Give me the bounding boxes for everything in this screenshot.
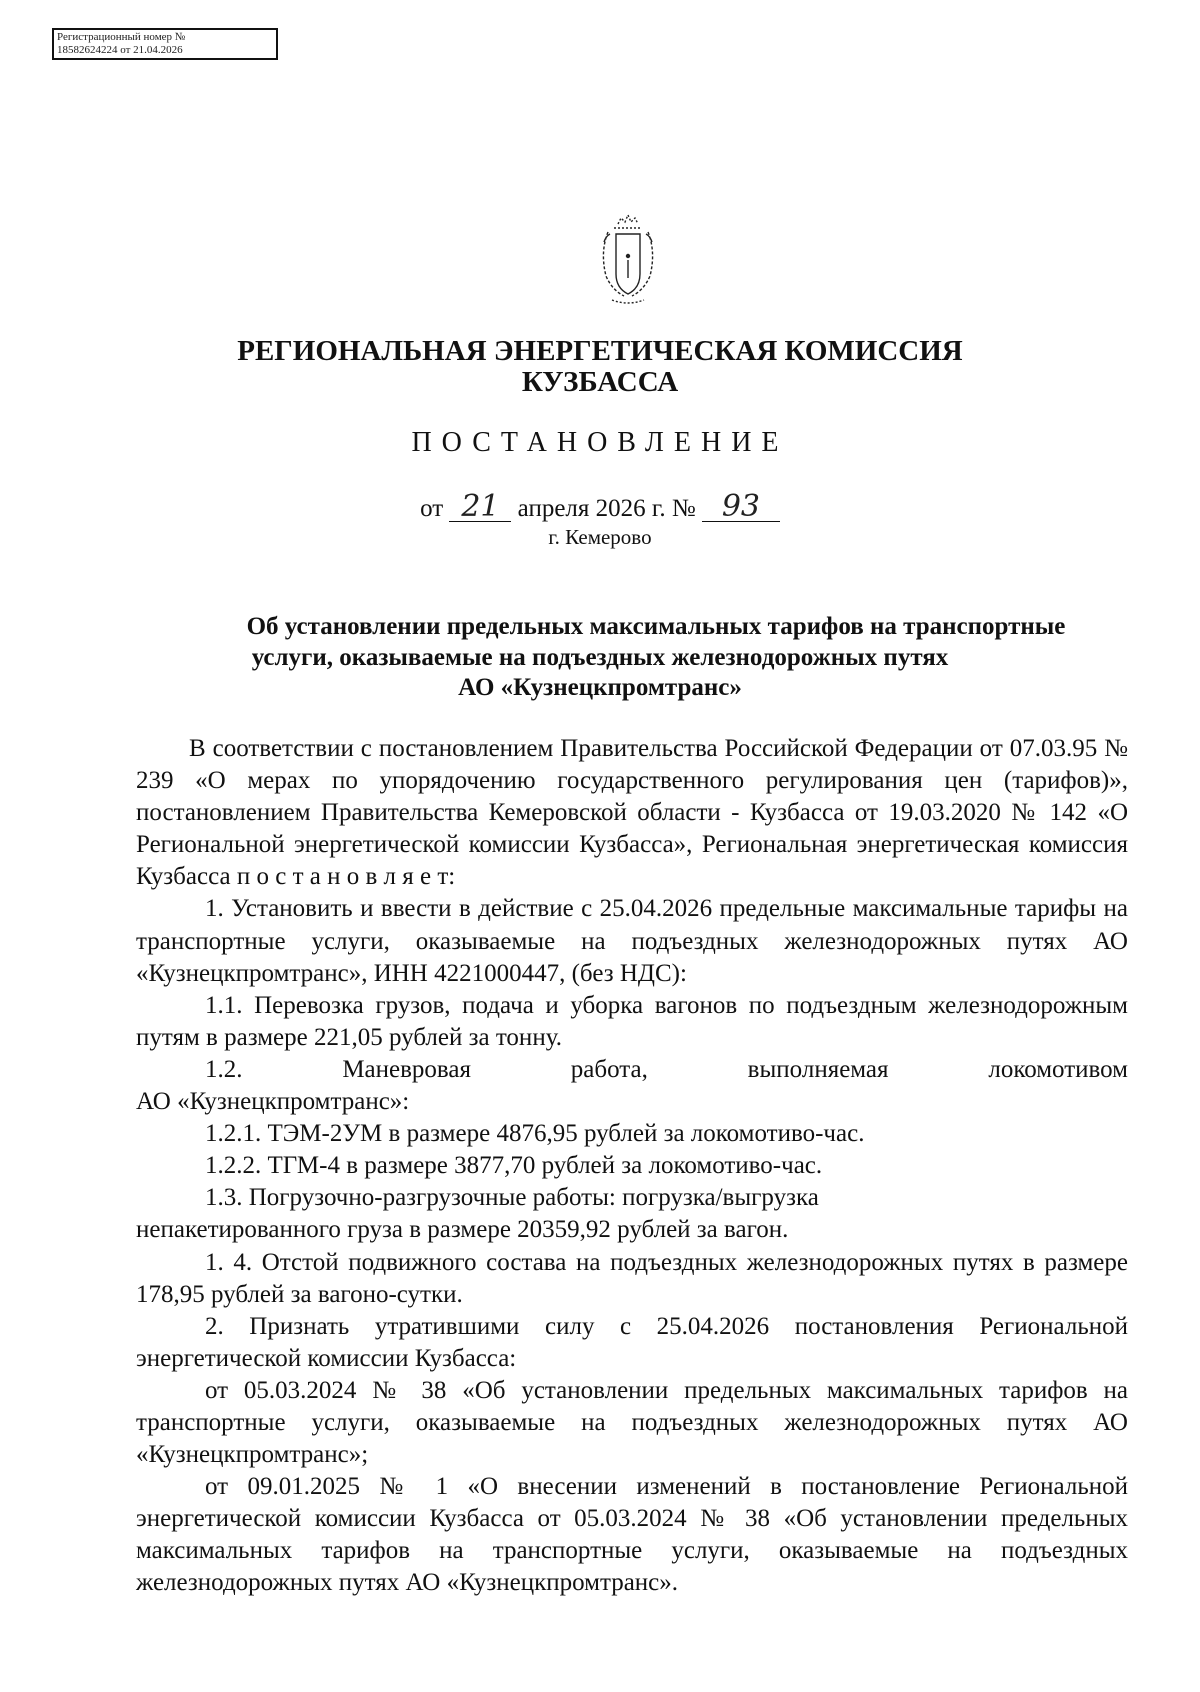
handwritten-number: 93 [702,493,780,522]
clause-1-2-line2: АО «Кузнецкпромтранс»: [136,1088,410,1116]
document-date-line [0,489,1200,524]
registration-label: Регистрационный номер № [57,31,186,43]
clause-2-b: от 09.01.2025 № 1 «О внесении изменений в постановление Региональной энергетической комиссии Кузбасса от 05.03.2024 № 38 «Об установлении предельных максимальных тарифов на транспортные услуги, оказываемые на подъездных железнодорожных путях АО «Кузнецкпромтранс». [136,1473,1128,1597]
clause-2-a: от 05.03.2024 № 38 «Об установлении предельных максимальных тарифов на транспортные услуги, оказываемые на подъездных железнодорожных путях АО «Кузнецкпромтранс»; [136,1376,1128,1469]
coat-of-arms-emblem-icon [588,212,668,308]
preamble-paragraph [136,733,1128,893]
handwritten-day: 21 [449,493,511,522]
date-prefix: от [420,495,444,522]
clause-1-1: 1.1. Перевозка грузов, подача и уборка вагонов по подъездным железнодорожным путям в размере 221,05 рублей за тонну. [136,991,1128,1051]
document-type: ПОСТАНОВЛЕНИЕ [411,427,789,458]
registration-stamp [52,28,278,60]
resolves-word: п о с т а н о в л я е т: [236,863,456,891]
clause-1: 1. Установить и ввести в действие с 25.04.2026 предельные максимальные тарифы на транспортные услуги, оказываемые на подъездных железнодорожных путях АО «Кузнецкпромтранс», ИНН 4221000447, (без НДС): [136,895,1128,987]
city: г. Кемерово [548,525,652,549]
organization-name-line2: КУЗБАССА [521,366,679,398]
clause-1-3-line2: непакетированного груза в размере 20359,92 рублей за вагон. [136,1216,789,1244]
preamble-text: В соответствии с постановлением Правительства Российской Федерации от 07.03.95 № 239 «О мерах по упорядочению государственного регулирования цен (тарифов)», постановлением Правительства Кемеровской области - Кузбасса от 19.03.2020 № 142 «О Региональной энергетической комиссии Кузбасса», Региональная энергетическая комиссия Кузбасса [136,735,1128,891]
registration-number: 18582624224 от 21.04.2026 [57,44,183,56]
number-sign: № [671,495,696,522]
organization-name-line1: РЕГИОНАЛЬНАЯ ЭНЕРГЕТИЧЕСКАЯ КОМИССИЯ [237,335,963,367]
document-body [136,733,1128,1600]
document-title-line3: АО «Кузнецкпромтранс» [458,674,742,701]
document-title-line1: Об установлении предельных максимальных тарифов на транспортные [246,613,1066,640]
clause-1-3-line1: 1.3. Погрузочно-разгрузочные работы: погрузка/выгрузка [205,1184,819,1212]
clause-1-2-2: 1.2.2. ТГМ-4 в размере 3877,70 рублей за локомотиво-час. [205,1152,823,1180]
clause-1-2-line1: 1.2. Маневровая работа, выполняемая локомотивом [205,1055,1128,1083]
date-month-year: апреля 2026 г. [517,495,666,522]
clause-2: 2. Признать утратившими силу с 25.04.2026 постановления Региональной энергетической комиссии Кузбасса: [136,1312,1128,1372]
clause-1-2-1: 1.2.1. ТЭМ-2УМ в размере 4876,95 рублей за локомотиво-час. [205,1120,865,1148]
document-title-line2: услуги, оказываемые на подъездных железнодорожных путях [251,644,949,671]
clause-1-4: 1. 4. Отстой подвижного состава на подъездных железнодорожных путях в размере 178,95 рублей за вагоно-сутки. [136,1248,1128,1308]
